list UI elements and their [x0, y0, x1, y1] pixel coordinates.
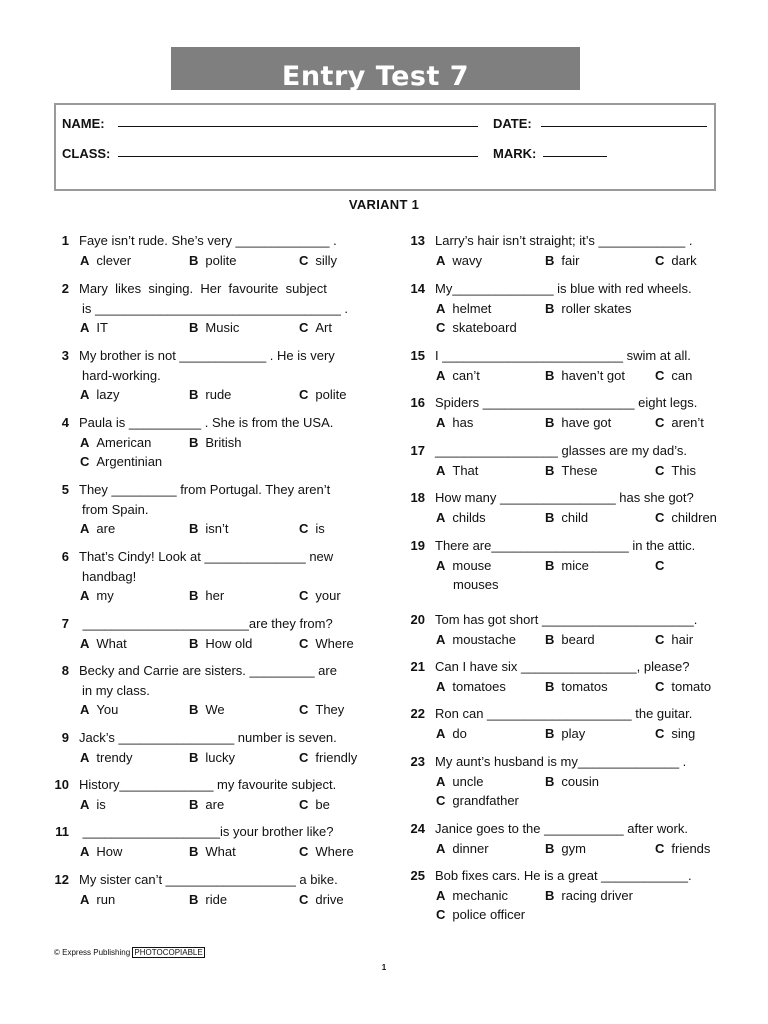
- answer-option-a[interactable]: A trendy: [80, 749, 133, 765]
- question-number: 21: [410, 659, 425, 674]
- question-text: in my class.: [82, 682, 150, 698]
- question-text: Spiders _____________________ eight legs.: [435, 395, 698, 410]
- answer-option-a[interactable]: A can’t: [436, 367, 480, 383]
- question-number: 18: [410, 490, 425, 505]
- answer-option-b[interactable]: B roller skates: [545, 300, 632, 316]
- answer-option-a[interactable]: A has: [436, 414, 474, 430]
- question-text: hard-working.: [82, 367, 161, 383]
- name-line[interactable]: [118, 126, 478, 127]
- answer-option-c[interactable]: C friendly: [299, 749, 358, 765]
- question-text: My______________ is blue with red wheels.: [435, 281, 692, 296]
- copyright-text: © Express Publishing: [54, 948, 131, 957]
- question-text: My aunt’s husband is my______________ .: [435, 754, 687, 769]
- answer-option-c[interactable]: C Where: [299, 843, 354, 859]
- answer-option-c[interactable]: C This: [655, 462, 696, 478]
- name-field[interactable]: [62, 116, 105, 131]
- question-number: 25: [410, 868, 425, 883]
- question-text: Paula is __________ . She is from the USA.: [79, 415, 334, 430]
- answer-option-a[interactable]: A my: [80, 588, 114, 603]
- title-banner: [171, 47, 580, 90]
- answer-option-c[interactable]: C friends: [655, 840, 711, 856]
- question-number: 14: [410, 281, 425, 296]
- footer: [54, 948, 205, 957]
- answer-option-c[interactable]: C police officer: [436, 907, 526, 922]
- question-text: My brother is not ____________ . He is very: [79, 348, 335, 363]
- answer-option-c[interactable]: C Art: [299, 320, 333, 335]
- student-info-box: [54, 103, 716, 191]
- class-line[interactable]: [118, 156, 478, 157]
- question-text: _______________________are they from?: [79, 616, 333, 631]
- answer-option-a[interactable]: A How: [80, 843, 123, 859]
- question-number: 24: [410, 821, 425, 836]
- question-number: 4: [61, 415, 69, 430]
- question-number: 15: [410, 348, 425, 363]
- answer-option-extra[interactable]: mouses: [453, 577, 499, 592]
- question-text: I _________________________ swim at all.: [435, 348, 691, 363]
- question-number: 2: [61, 281, 69, 296]
- answer-option-c[interactable]: C children: [655, 509, 717, 525]
- question-number: 13: [410, 233, 425, 248]
- question-number: 22: [410, 706, 425, 721]
- question-text: Larry’s hair isn’t straight; it’s ____________ .: [435, 233, 693, 248]
- answer-option-b[interactable]: B her: [189, 588, 225, 603]
- answer-option-c[interactable]: C: [655, 557, 665, 573]
- question-text: is __________________________________ .: [82, 300, 349, 316]
- mark-line[interactable]: [543, 156, 607, 157]
- answer-option-a[interactable]: A lazy: [80, 387, 120, 402]
- answer-option-a[interactable]: A tomatoes: [436, 678, 506, 694]
- date-field[interactable]: [493, 116, 532, 131]
- answer-option-b[interactable]: B lucky: [189, 749, 236, 765]
- question-number: 5: [61, 482, 69, 497]
- question-text: Can I have six ________________, please?: [435, 659, 690, 674]
- answer-option-a[interactable]: A wavy: [436, 252, 483, 268]
- answer-option-b[interactable]: B ride: [189, 891, 228, 907]
- question-text: Bob fixes cars. He is a great ____________.: [435, 868, 692, 883]
- question-text: Ron can ____________________ the guitar.: [435, 706, 693, 721]
- answer-option-c[interactable]: C hair: [655, 631, 694, 647]
- answer-option-b[interactable]: B rude: [189, 387, 232, 402]
- answer-option-c[interactable]: C drive: [299, 891, 344, 907]
- question-number: 16: [410, 395, 425, 410]
- answer-option-b[interactable]: B haven’t got: [545, 367, 625, 383]
- question-number: 23: [410, 754, 425, 769]
- answer-option-b[interactable]: B What: [189, 843, 236, 859]
- question-text: My sister can’t __________________ a bike.: [79, 872, 338, 887]
- answer-option-c[interactable]: C They: [299, 702, 345, 717]
- answer-option-c[interactable]: C Argentinian: [80, 454, 163, 469]
- answer-option-a[interactable]: A helmet: [436, 300, 492, 316]
- question-number: 1: [61, 233, 69, 248]
- question-text: from Spain.: [82, 501, 149, 517]
- answer-option-b[interactable]: B These: [545, 462, 598, 478]
- question-text: There are___________________ in the attic.: [435, 538, 696, 553]
- answer-option-b[interactable]: B cousin: [545, 773, 599, 789]
- answer-option-a[interactable]: A uncle: [436, 773, 484, 789]
- answer-option-c[interactable]: C tomato: [655, 678, 712, 694]
- question-text: History_____________ my favourite subject.: [79, 777, 337, 792]
- question-text: handbag!: [82, 568, 137, 584]
- variant-heading: VARIANT 1: [348, 197, 420, 212]
- answer-option-c[interactable]: C dark: [655, 252, 697, 268]
- answer-option-c[interactable]: C polite: [299, 387, 347, 402]
- question-number: 11: [55, 824, 69, 839]
- question-text: Becky and Carrie are sisters. _________ are: [79, 663, 337, 678]
- answer-option-c[interactable]: C can: [655, 367, 693, 383]
- question-text: Jack’s ________________ number is seven.: [79, 730, 337, 745]
- question-number: 17: [410, 443, 425, 458]
- question-text: _________________ glasses are my dad’s.: [435, 443, 688, 458]
- answer-option-b[interactable]: B polite: [189, 252, 237, 268]
- answer-option-b[interactable]: B tomatos: [545, 678, 608, 694]
- answer-option-c[interactable]: C skateboard: [436, 320, 517, 335]
- answer-option-a[interactable]: A IT: [80, 320, 108, 335]
- class-field[interactable]: [62, 146, 110, 161]
- answer-option-a[interactable]: A mouse: [436, 557, 492, 573]
- question-text: How many ________________ has she got?: [435, 490, 694, 505]
- answer-option-b[interactable]: B Music: [189, 320, 240, 335]
- mark-field[interactable]: [493, 146, 536, 161]
- answer-option-c[interactable]: C Where: [299, 635, 354, 651]
- question-number: 20: [410, 612, 425, 627]
- question-number: 3: [61, 348, 69, 363]
- answer-option-b[interactable]: B We: [189, 702, 225, 717]
- question-text: Faye isn’t rude. She’s very _____________ .: [79, 233, 337, 248]
- date-label: DATE:: [493, 116, 532, 131]
- answer-option-b[interactable]: B have got: [545, 414, 612, 430]
- question-number: 9: [61, 730, 69, 745]
- answer-option-a[interactable]: A American: [80, 434, 152, 450]
- photocopiable-label: PHOTOCOPIABLE: [134, 948, 203, 957]
- date-line[interactable]: [541, 126, 707, 127]
- question-text: That’s Cindy! Look at ______________ new: [79, 549, 334, 564]
- answer-option-b[interactable]: B How old: [189, 635, 253, 651]
- question-text: Mary likes singing. Her favourite subject: [79, 281, 327, 296]
- answer-option-b[interactable]: B gym: [545, 840, 586, 856]
- question-number: 19: [410, 538, 425, 553]
- answer-option-b[interactable]: B child: [545, 509, 589, 525]
- answer-option-b[interactable]: B mice: [545, 557, 589, 573]
- question-number: 8: [61, 663, 69, 678]
- mark-label: MARK:: [493, 146, 537, 161]
- page-title: Entry Test 7: [281, 61, 470, 92]
- page-number: 1: [381, 963, 387, 972]
- question-number: 10: [54, 777, 69, 792]
- answer-option-c[interactable]: C aren’t: [655, 414, 704, 430]
- answer-option-a[interactable]: A do: [436, 725, 467, 741]
- question-number: 12: [54, 872, 69, 887]
- answer-option-c[interactable]: C grandfather: [436, 793, 519, 808]
- answer-option-a[interactable]: A That: [436, 462, 479, 478]
- answer-option-a[interactable]: A clever: [80, 252, 132, 268]
- question-text: Tom has got short _____________________.: [435, 612, 698, 627]
- answer-option-c[interactable]: C be: [299, 796, 330, 812]
- answer-option-a[interactable]: A You: [80, 702, 119, 717]
- answer-option-b[interactable]: B play: [545, 725, 586, 741]
- answer-option-c[interactable]: C sing: [655, 725, 696, 741]
- answer-option-a[interactable]: A What: [80, 635, 127, 651]
- answer-option-b[interactable]: B are: [189, 796, 225, 812]
- answer-option-a[interactable]: A moustache: [436, 631, 516, 647]
- question-text: They _________ from Portugal. They aren’t: [79, 482, 331, 497]
- answer-option-b[interactable]: B racing driver: [545, 887, 633, 903]
- answer-option-a[interactable]: A run: [80, 891, 116, 907]
- answer-option-b[interactable]: B fair: [545, 252, 580, 268]
- answer-option-c[interactable]: C silly: [299, 252, 338, 268]
- answer-option-b[interactable]: B isn’t: [189, 521, 229, 536]
- answer-option-a[interactable]: A mechanic: [436, 887, 509, 903]
- answer-option-a[interactable]: A is: [80, 796, 106, 812]
- answer-option-b[interactable]: B British: [189, 434, 242, 450]
- answer-option-a[interactable]: A are: [80, 521, 116, 536]
- question-text: ___________________is your brother like?: [79, 824, 334, 839]
- answer-option-c[interactable]: C your: [299, 588, 341, 603]
- answer-option-a[interactable]: A childs: [436, 509, 486, 525]
- answer-option-a[interactable]: A dinner: [436, 840, 489, 856]
- answer-option-c[interactable]: C is: [299, 521, 325, 536]
- name-label: NAME:: [62, 116, 105, 131]
- class-label: CLASS:: [62, 146, 111, 161]
- question-number: 6: [61, 549, 69, 564]
- question-number: 7: [61, 616, 69, 631]
- question-text: Janice goes to the ___________ after work.: [435, 821, 688, 836]
- answer-option-b[interactable]: B beard: [545, 631, 595, 647]
